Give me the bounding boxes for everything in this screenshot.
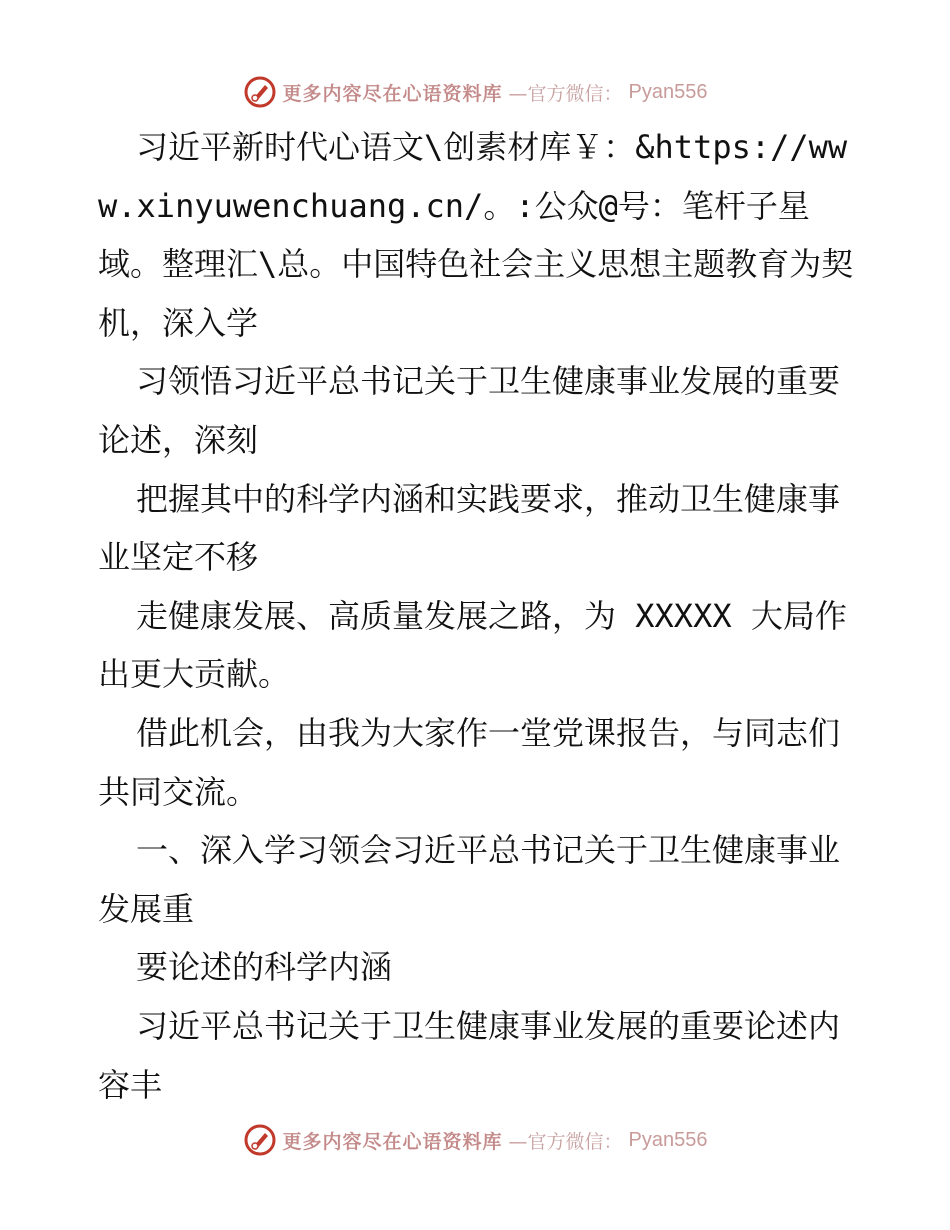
- paragraph: 走健康发展、高质量发展之路，为 XXXXX 大局作出更大贡献。: [98, 596, 847, 694]
- pen-logo-icon: [243, 75, 277, 109]
- pen-logo-icon: [243, 1123, 277, 1157]
- banner-sub-text: —官方微信：: [508, 1130, 623, 1153]
- banner-wechat-id: Pyan556: [628, 80, 708, 103]
- document-body: [98, 118, 858, 1114]
- paragraph: 把握其中的科学内涵和实践要求，推动卫生健康事业坚定不移: [98, 479, 841, 577]
- banner-sub-text: —官方微信：: [508, 82, 623, 105]
- banner-wechat-id: Pyan556: [628, 1128, 708, 1151]
- paragraph: 习近平总书记关于卫生健康事业发展的重要论述内容丰: [98, 1006, 841, 1104]
- section-heading: 一、深入学习领会习近平总书记关于卫生健康事业发展重: [98, 831, 841, 928]
- banner-main-text: 更多内容尽在心语资料库: [282, 82, 503, 105]
- paragraph: 习领悟习近平总书记关于卫生健康事业发展的重要论述，深刻: [98, 362, 841, 459]
- section-heading-cont: 要论述的科学内涵: [136, 948, 393, 987]
- footer-banner: [0, 1120, 950, 1160]
- banner-main-text: 更多内容尽在心语资料库: [282, 1130, 503, 1153]
- paragraph: 借此机会，由我为大家作一堂党课报告，与同志们共同交流。: [98, 713, 841, 811]
- header-banner: [0, 72, 950, 112]
- paragraph: 习近平新时代心语文\创素材库￥：&https://www.xinyuwenchuang.cn/。:公众@号：笔杆子星域。整理汇\总。中国特色社会主义思想主题教育为契机，深入学: [98, 128, 854, 342]
